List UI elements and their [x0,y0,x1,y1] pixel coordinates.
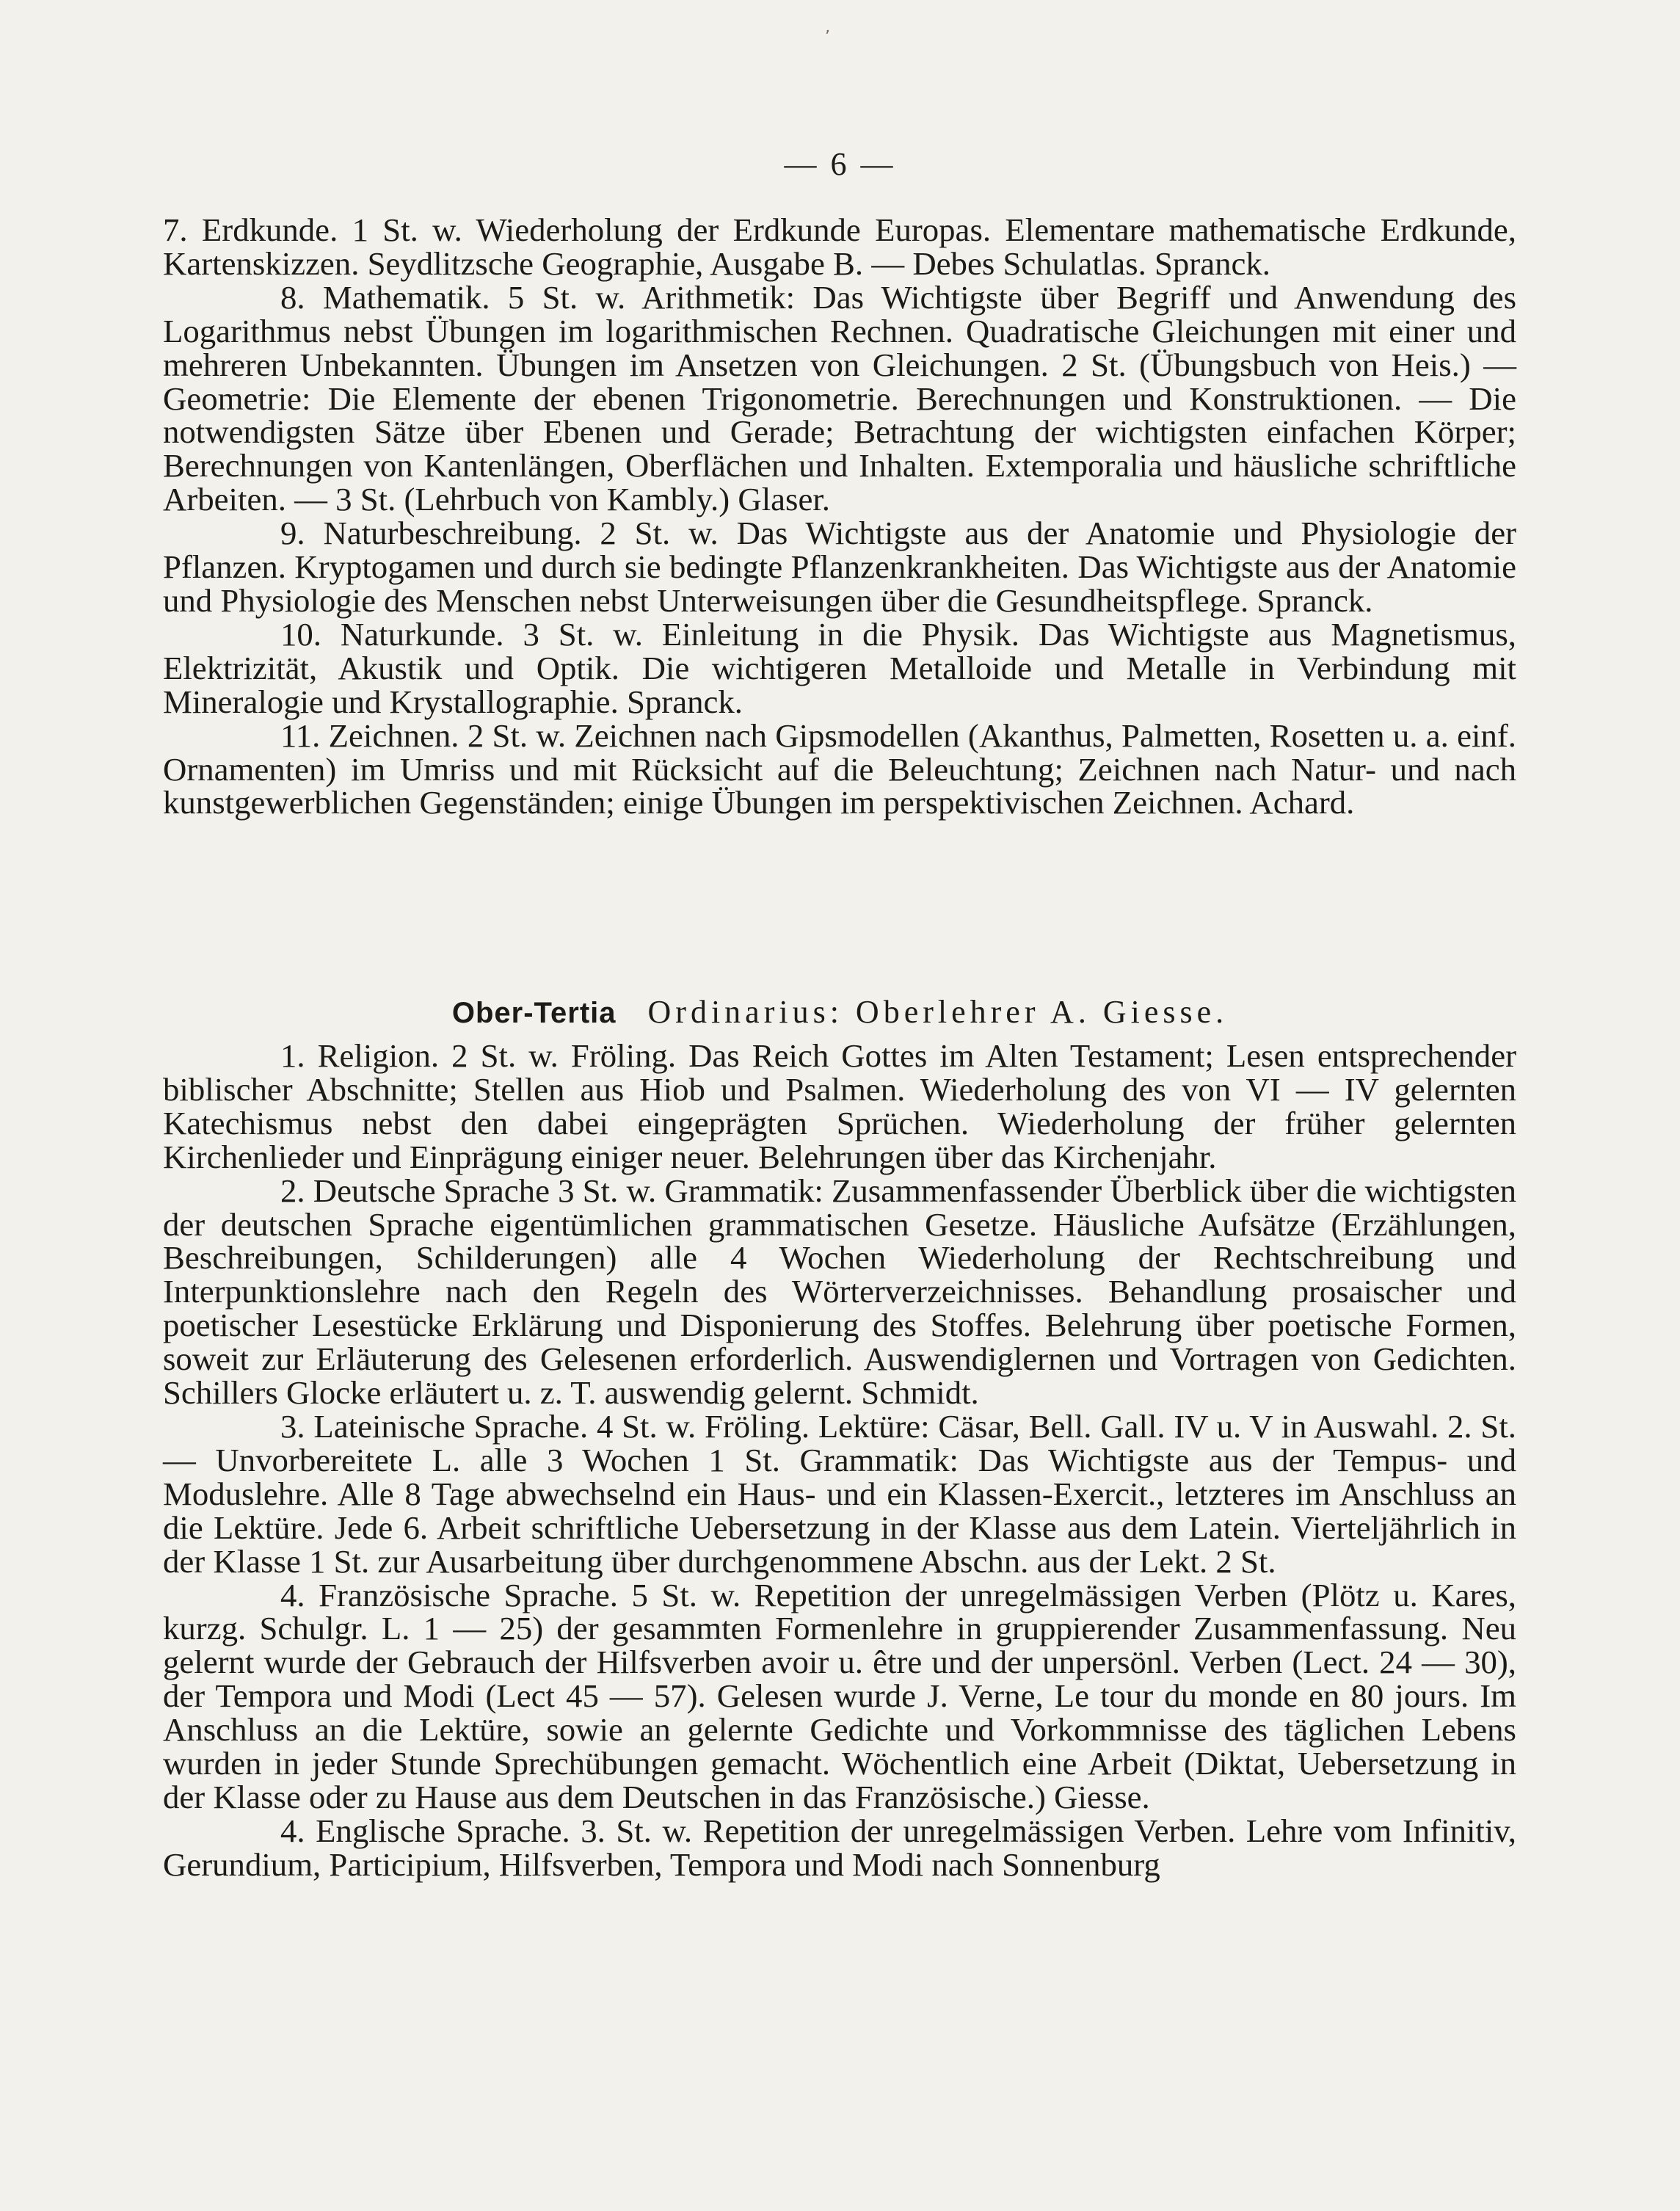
subject-paragraph-religion: 1. Religion. 2 St. w. Fröling. Das Reich Gottes im Alten Testament; Lesen entsprechender biblischer Abschnitte; Stellen aus Hiob und Psalmen. Wiederholung des von VI — IV gelernten Katechismus nebst den dabei eingeprägten Sprüchen. Wiederholung der früher gelernten Kirchenlieder und Einprägung einiger neuer. Belehrungen über das Kirchenjahr. [163,1037,1516,1175]
section-title: Ober-Tertia [451,997,617,1029]
subject-paragraph-englisch: 4. Englische Sprache. 3. St. w. Repetition der unregelmässigen Verben. Lehre vom Infinitiv, Gerundium, Participium, Hilfsverben, Tempora und Modi nach Sonnenburg [163,1812,1516,1883]
section-heading [0,995,1680,1030]
subject-paragraph-deutsch: 2. Deutsche Sprache 3 St. w. Grammatik: Zusammenfassender Überblick über die wichtigsten der deutschen Sprache eigentümlichen grammatischen Gesetze. Häusliche Aufsätze (Erzählungen, Beschreibungen, Schilderungen) alle 4 Wochen Wiederholung der Rechtschreibung und Interpunktionslehre nach den Regeln des Wörterverzeichnisses. Behandlung prosaischer und poetischer Lesestücke Erklärung und Disponierung des Stoffes. Belehrung über poetische Formen, soweit zur Erläuterung des Gelesenen erforderlich. Auswendiglernen und Vortragen von Gedichten. Schillers Glocke erläutert u. z. T. auswendig gelernt. Schmidt. [163,1172,1516,1412]
subject-paragraph-naturbeschreibung: 9. Naturbeschreibung. 2 St. w. Das Wichtigste aus der Anatomie und Physiologie der Pflanzen. Kryptogamen und durch sie bedingte Pflanzenkrankheiten. Das Wichtigste aus der Anatomie und Physiologie des Menschen nebst Unterweisungen über die Gesundheitspflege. Spranck. [163,515,1516,619]
subject-paragraph-mathematik: 8. Mathematik. 5 St. w. Arithmetik: Das Wichtigste über Begriff und Anwendung des Logarithmus nebst Übungen im logarithmischen Rechnen. Quadratische Gleichungen mit einer und mehreren Unbekannten. Übungen im Ansetzen von Gleichungen. 2 St. (Übungsbuch von Heis.) — Geometrie: Die Elemente der ebenen Trigonometrie. Berechnungen und Konstruktionen. — Die notwendigsten Sätze über Ebenen und Gerade; Betrachtung der wichtigsten einfachen Körper; Berechnungen von Kantenlängen, Oberflächen und Inhalten. Extemporalia und häusliche schriftliche Arbeiten. — 3 St. (Lehrbuch von Kambly.) Glaser. [163,278,1516,518]
subject-paragraph-franzoesisch: 4. Französische Sprache. 5 St. w. Repetition der unregelmässigen Verben (Plötz u. Kares, kurzg. Schulgr. L. 1 — 25) der gesammten Formenlehre in gruppierender Zusammenfassung. Neu gelernt wurde der Gebrauch der Hilfsverben avoir u. être und der unpersönl. Verben (Lect. 24 — 30), der Tempora und Modi (Lect 45 — 57). Gelesen wurde J. Verne, Le tour du monde en 80 jours. Im Anschluss an die Lektüre, sowie an gelernte Gedichte und Vorkommnisse des täglichen Lebens wurden in jeder Stunde Sprechübungen gemacht. Wöchentlich eine Arbeit (Diktat, Uebersetzung in der Klasse oder zu Hause aus dem Deutschen in das Französische.) Giesse. [163,1576,1516,1815]
subjects-list-unter-tertia [163,211,1516,821]
subject-paragraph-erdkunde: 7. Erdkunde. 1 St. w. Wiederholung der Erdkunde Europas. Elementare mathematische Erdkunde, Kartenskizzen. Seydlitzsche Geographie, Ausgabe B. — Debes Schulatlas. Spranck. [163,211,1516,282]
subject-paragraph-latein: 3. Lateinische Sprache. 4 St. w. Fröling. Lektüre: Cäsar, Bell. Gall. IV u. V in Auswahl. 2. St. — Unvorbereitete L. alle 3 Wochen 1 St. Grammatik: Das Wichtigste aus der Tempus- und Moduslehre. Alle 8 Tage abwechselnd ein Haus- und ein Klassen-Exercit., letzteres im Anschluss an die Lektüre. Jede 6. Arbeit schriftliche Uebersetzung in der Klasse aus dem Latein. Vierteljährlich in der Klasse 1 St. zur Ausarbeitung über durchgenommene Abschn. aus der Lekt. 2 St. [163,1407,1516,1580]
subjects-list-ober-tertia [163,1039,1516,1882]
section-ordinarius: Ordinarius: Oberlehrer A. Giesse. [647,994,1229,1030]
scan-speck: ʼ [825,28,830,46]
subject-paragraph-zeichnen: 11. Zeichnen. 2 St. w. Zeichnen nach Gipsmodellen (Akanthus, Palmetten, Rosetten u. a. einf. Ornamenten) im Umriss und mit Rücksicht auf die Beleuchtung; Zeichnen nach Natur- und nach kunstgewerblichen Gegenständen; einige Übungen im perspektivischen Zeichnen. Achard. [163,716,1516,821]
subject-paragraph-naturkunde: 10. Naturkunde. 3 St. w. Einleitung in die Physik. Das Wichtigste aus Magnetismus, Elektrizität, Akustik und Optik. Die wichtigeren Metalloide und Metalle in Verbindung mit Mineralogie und Krystallographie. Spranck. [163,615,1516,720]
page-number: — 6 — [784,146,896,182]
